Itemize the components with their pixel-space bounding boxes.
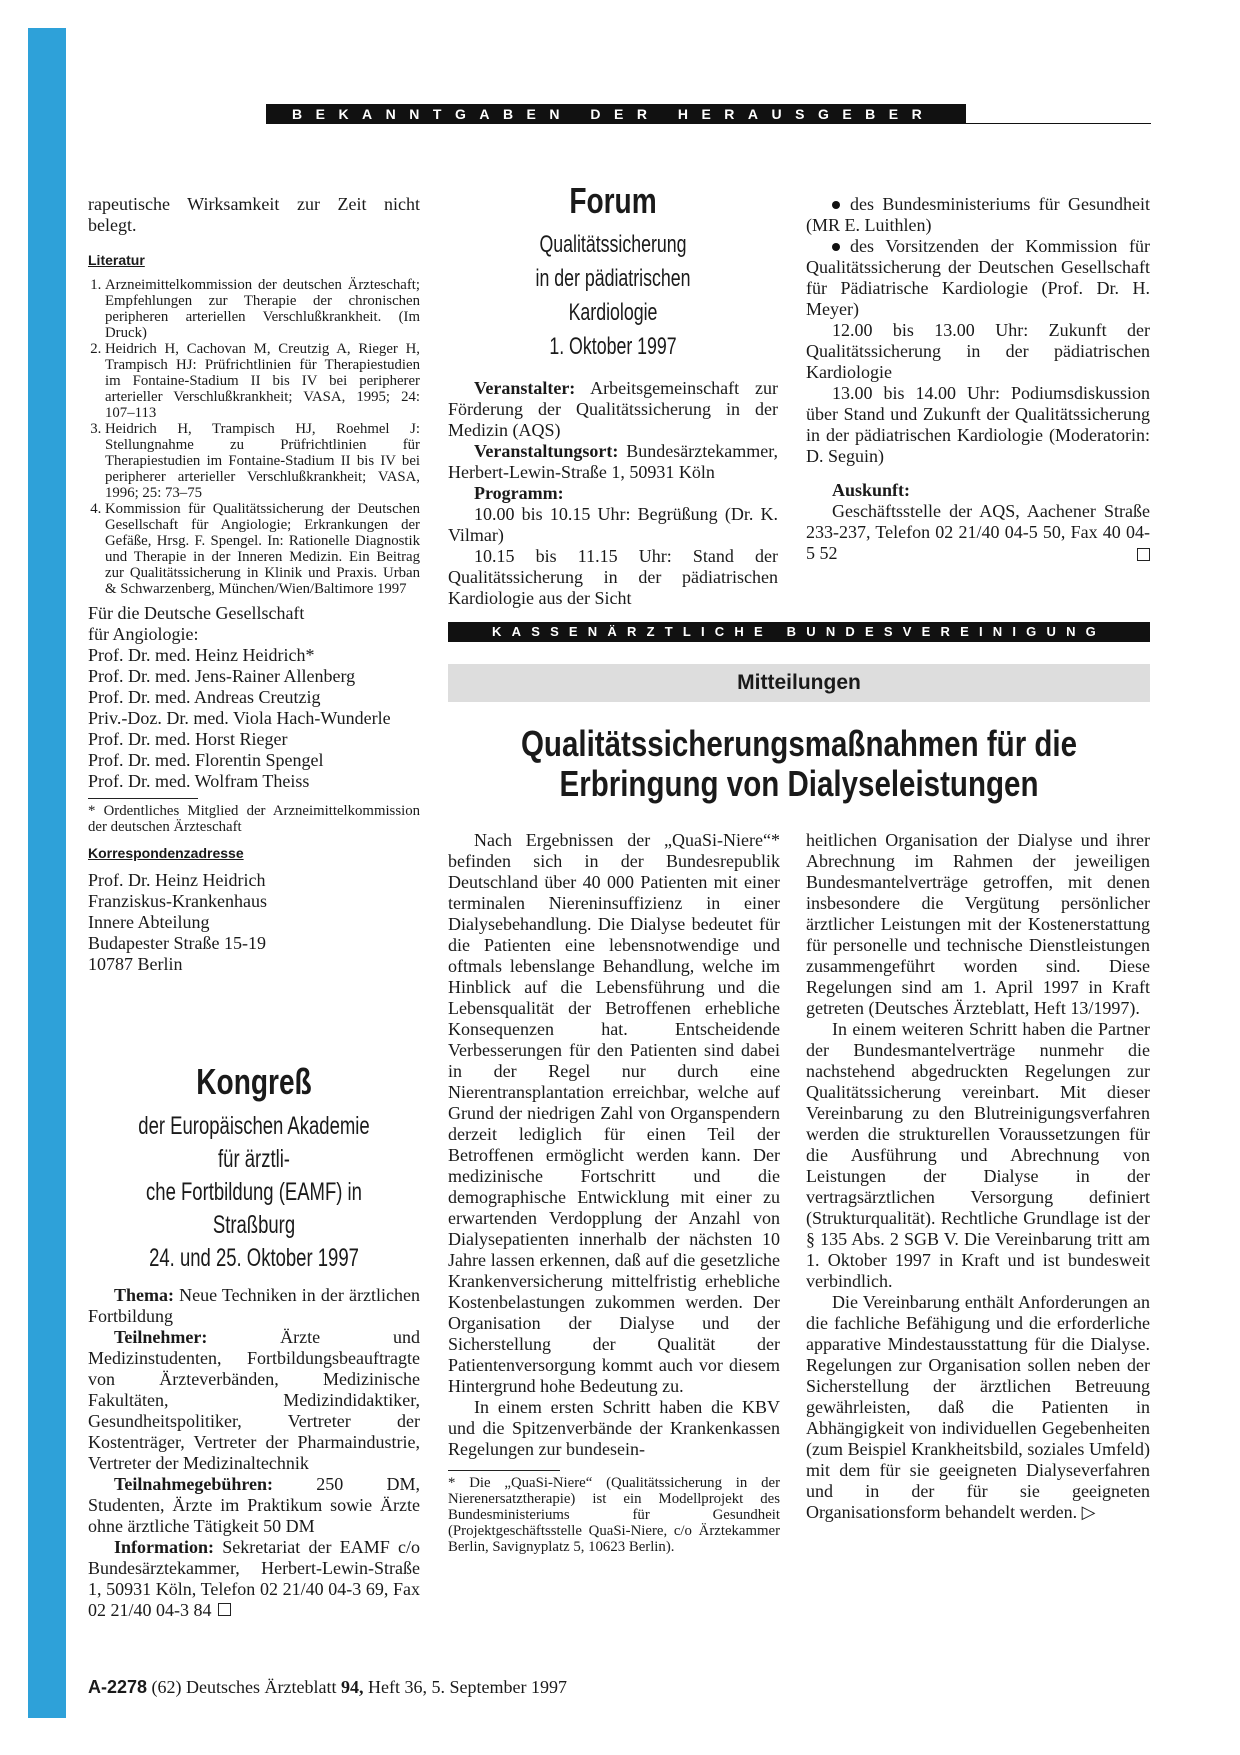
kbv-paragraph: Die Vereinbarung enthält Anforderungen an die fachliche Befähigung und die erforderliche apparative Mindestausstattung für die Dialyse. Regelungen zur Organisation sollen neben der Sicherstellung der ärztlichen Betreuung gewährleisten, daß die Patienten in Abhängigkeit von individuellen Gegebenheiten (zum Beispiel Krankheitsbild, soziales Umfeld) mit dem für sie geeigneten Dialyseverfahren und in der für sie geeigneten Organisationsform behandelt werden. ▷ [806, 1292, 1150, 1522]
reference-list [88, 277, 420, 597]
continue-arrow-icon: ▷ [1081, 1502, 1096, 1522]
kbv-headline-line: Erbringung von Dialyseleistungen [559, 763, 1039, 804]
bullet-icon [832, 243, 840, 251]
forum-bullet: des Bundesministeriums für Gesundheit (MR E. Luithlen) [806, 194, 1150, 235]
intro-text: rapeutische Wirksamkeit zur Zeit nicht belegt. [88, 194, 420, 235]
end-mark-icon [218, 1603, 231, 1616]
kongress-thema: Thema: Neue Techniken in der ärztlichen Fortbildung [88, 1285, 420, 1326]
kongress-block [88, 1060, 420, 1621]
kongress-information: Information: Sekretariat der EAMF c/o Bundesärztekammer, Herbert-Lewin-Straße 1, 50931 Köln, Telefon 02 21/40 04-3 69, Fax 02 21/40 04-3 84 [88, 1537, 420, 1620]
reference-item: 2. Heidrich H, Cachovan M, Creutzig A, Rieger H, Trampisch HJ: Prüfrichtlinien für Therapiestudien im Fontaine-Stadium II bis IV bei peripherer arterieller Verschlußkrankheit; VASA, 1995; 24: 107–113 [105, 341, 420, 421]
address-line: Innere Abteilung [88, 912, 210, 932]
forum-title: Forum [569, 180, 657, 221]
forum-programm-item: 10.00 bis 10.15 Uhr: Begrüßung (Dr. K. Vilmar) [448, 504, 778, 545]
kbv-column-2 [806, 830, 1150, 1523]
kongress-subtitle-line: der Europäischen Akademie für ärztli- [138, 1112, 370, 1173]
kongress-subtitle-line: che Fortbildung (EAMF) in Straßburg [146, 1178, 362, 1239]
forum-programm-item: 12.00 bis 13.00 Uhr: Zukunft der Qualitätssicherung in der pädiatrischen Kardiologie [806, 320, 1150, 382]
address-line: Budapester Straße 15-19 [88, 933, 266, 953]
forum-column [448, 180, 778, 609]
kbv-column-1 [448, 830, 780, 1555]
kongress-gebuehren: Teilnahmegebühren: 250 DM, Studenten, Ärzte im Praktikum sowie Ärzte ohne ärztliche Tätigkeit 50 DM [88, 1474, 420, 1536]
forum-programm-item: 13.00 bis 14.00 Uhr: Podiumsdiskussion über Stand und Zukunft der Qualitätssicherung in der pädiatrischen Kardiologie (Moderatorin: D. Seguin) [806, 383, 1150, 466]
kbv-paragraph: In einem weiteren Schritt haben die Partner der Bundesmantelverträge nunmehr die nachstehend abgedruckten Regelungen zur Qualitätssicherung vereinbart. Mit dieser Vereinbarung zu den Blutreinigungsverfahren werden die strukturellen Voraussetzungen für die Ausführung und Abrechnung von Leistungen der Dialyse in der vertragsärztlichen Versorgung definiert (Strukturqualität). Rechtliche Grundlage ist der § 135 Abs. 2 SGB V. Die Vereinbarung tritt am 1. Oktober 1997 in Kraft und ist bundesweit verbindlich. [806, 1019, 1150, 1291]
mitteilungen-bar: Mitteilungen [448, 664, 1150, 702]
footnote-rule [448, 1470, 560, 1471]
address-line: 10787 Berlin [88, 954, 183, 974]
forum-veranstalter: Veranstalter: Arbeitsgemeinschaft zur Förderung der Qualitätssicherung in der Medizin (AQS) [448, 378, 778, 440]
reference-item: 1. Arzneimittelkommission der deutschen Ärzteschaft; Empfehlungen zur Therapie der chronischen peripheren arteriellen Verschlußkrankheit. (Im Druck) [105, 277, 420, 341]
page-footer [88, 1677, 567, 1698]
author-name: Prof. Dr. med. Horst Rieger [88, 729, 288, 749]
end-mark-icon [1137, 548, 1150, 561]
kbv-paragraph: In einem ersten Schritt haben die KBV und die Spitzenverbände der Krankenkassen Regelungen zur bundesein- [448, 1397, 780, 1459]
footer-text: (62) Deutsches Ärzteblatt [147, 1677, 341, 1697]
author-name: Prof. Dr. med. Jens-Rainer Allenberg [88, 666, 356, 686]
address-line: Franziskus-Krankenhaus [88, 891, 267, 911]
address-block [88, 870, 420, 975]
footer-text: Heft 36, 5. September 1997 [363, 1677, 567, 1697]
reference-item: 4. Kommission für Qualitätssicherung der Deutschen Gesellschaft für Angiologie; Erkrankungen der Gefäße, Hrsg. F. Spengel. In: Rationelle Diagnostik und Therapie in der Inneren Medizin. Ein Beitrag zur Qualitätssicherung in Klinik und Praxis. Urban & Schwarzenberg, München/Wien/Baltimore 1997 [105, 501, 420, 597]
forum-ort: Veranstaltungsort: Bundesärztekammer, Herbert-Lewin-Straße 1, 50931 Köln [448, 441, 778, 482]
correspondence-heading: Korrespondenzadresse [88, 845, 244, 861]
kbv-headline [448, 724, 1150, 804]
forum-bullet: des Vorsitzenden der Kommission für Qualitätssicherung der Deutschen Gesellschaft für Pädiatrische Kardiologie (Prof. Dr. H. Meyer) [806, 236, 1150, 319]
address-line: Prof. Dr. Heinz Heidrich [88, 870, 266, 890]
author-name: Prof. Dr. med. Heinz Heidrich* [88, 645, 315, 665]
forum-subtitle-line: 1. Oktober 1997 [549, 333, 677, 360]
author-name: Prof. Dr. med. Wolfram Theiss [88, 771, 310, 791]
author-footnote: * Ordentliches Mitglied der Arzneimittelkommission der deutschen Ärzteschaft [88, 803, 420, 835]
forum-continued-column [806, 194, 1150, 564]
section-header-bar: BEKANNTGABEN DER HERAUSGEBER [266, 104, 966, 124]
kongress-teilnehmer: Teilnehmer: Ärzte und Medizinstudenten, Fortbildungsbeauftragte von Ärzteverbänden, Medizinische Fakultäten, Medizindidaktiker, Gesundheitspolitiker, Vertreter der Kostenträger, Vertreter der Pharmaindustrie, Vertreter der Medizinaltechnik [88, 1327, 420, 1473]
kbv-header-bar: KASSENÄRZTLICHE BUNDESVEREINIGUNG [448, 622, 1150, 642]
forum-auskunft-label: Auskunft: [832, 480, 911, 500]
left-column [88, 194, 420, 975]
footnote-rule [88, 798, 198, 799]
forum-programm-item: 10.15 bis 11.15 Uhr: Stand der Qualitätssicherung in der pädiatrischen Kardiologie aus der Sicht [448, 546, 778, 608]
kongress-subtitle-line: 24. und 25. Oktober 1997 [149, 1244, 359, 1272]
footer-volume: 94, [340, 1677, 364, 1697]
author-name: Prof. Dr. med. Andreas Creutzig [88, 687, 321, 707]
color-margin-strip [28, 28, 66, 1718]
author-name: Priv.-Doz. Dr. med. Viola Hach-Wunderle [88, 708, 391, 728]
kongress-title: Kongreß [196, 1061, 312, 1102]
reference-item: 3. Heidrich H, Trampisch HJ, Roehmel J: Stellungnahme zu Prüfrichtlinien für Therapiestudien im Fontaine-Stadium II bis IV bei peripherer arterieller Verschlußkrankheit; VASA, 1996; 25: 73–75 [105, 421, 420, 501]
kbv-paragraph: Nach Ergebnissen der „QuaSi-Niere“* befinden sich in der Bundesrepublik Deutschland über 40 000 Patienten mit einer terminalen Niereninsuffizienz in einer Dialysebehandlung. Die Dialyse bedeutet für die Patienten eine lebensnotwendige und oftmals lebenslange Behandlung, welche im Hinblick auf die Lebensführung und die Lebensqualität der Betroffenen erhebliche Konsequenzen hat. Entscheidende Verbesserungen für den Patienten sind dabei in der Regel nur durch eine Nierentransplantation erreichbar, welche auf Grund der niedrigen Zahl von Organspendern derzeit lediglich für einen Teil der Betroffenen ermöglicht werden kann. Der medizinische Fortschritt und die demographische Entwicklung mit einer zu erwartenden Verdopplung der Anzahl von Dialysepatienten innerhalb der nächsten 10 Jahre lassen erkennen, daß auf die gesetzliche Krankenversicherung mittelfristig erhebliche Kostenbelastungen zukommen werden. Der Organisation der Dialyse und der Sicherstellung der Qualität der Patientenversorgung kommt auch vor diesem Hintergrund hohe Bedeutung zu. [448, 830, 780, 1396]
society-line: für Angiologie: [88, 624, 199, 644]
quasi-niere-footnote: * Die „QuaSi-Niere“ (Qualitätssicherung in der Nierenersatztherapie) ist ein Modellprojekt des Bundesministeriums für Gesundheit (Projektgeschäftsstelle QuaSi-Niere, c/o Ärztekammer Berlin, Savignyplatz 5, 10623 Berlin). [448, 1475, 780, 1555]
forum-subtitle-line: Qualitätssicherung [539, 231, 687, 258]
forum-auskunft-text: Geschäftsstelle der AQS, Aachener Straße 233-237, Telefon 02 21/40 04-5 50, Fax 40 04-5 52 [806, 501, 1150, 563]
forum-subtitle [448, 228, 778, 364]
society-block [88, 603, 420, 792]
header-rule [266, 123, 1151, 124]
forum-subtitle-line: in der pädiatrischen Kardiologie [535, 265, 691, 326]
page-code: A-2278 [88, 1677, 148, 1697]
kongress-subtitle [88, 1110, 420, 1275]
forum-programm-label: Programm: [474, 483, 564, 503]
society-line: Für die Deutsche Gesellschaft [88, 603, 305, 623]
literatur-heading: Literatur [88, 252, 145, 268]
author-name: Prof. Dr. med. Florentin Spengel [88, 750, 324, 770]
bullet-icon [832, 201, 840, 209]
kbv-headline-line: Qualitätssicherungsmaßnahmen für die [520, 723, 1078, 764]
kbv-paragraph: heitlichen Organisation der Dialyse und ihrer Abrechnung im Rahmen der jeweiligen Bundesmantelverträge getroffen, mit denen insbesondere die Vergütung persönlicher ärztlicher Leistungen mit der Kostenerstattung für personelle und technische Dienstleistungen zusammengeführt worden sind. Diese Regelungen sind am 1. April 1997 in Kraft getreten (Deutsches Ärzteblatt, Heft 13/1997). [806, 830, 1150, 1018]
